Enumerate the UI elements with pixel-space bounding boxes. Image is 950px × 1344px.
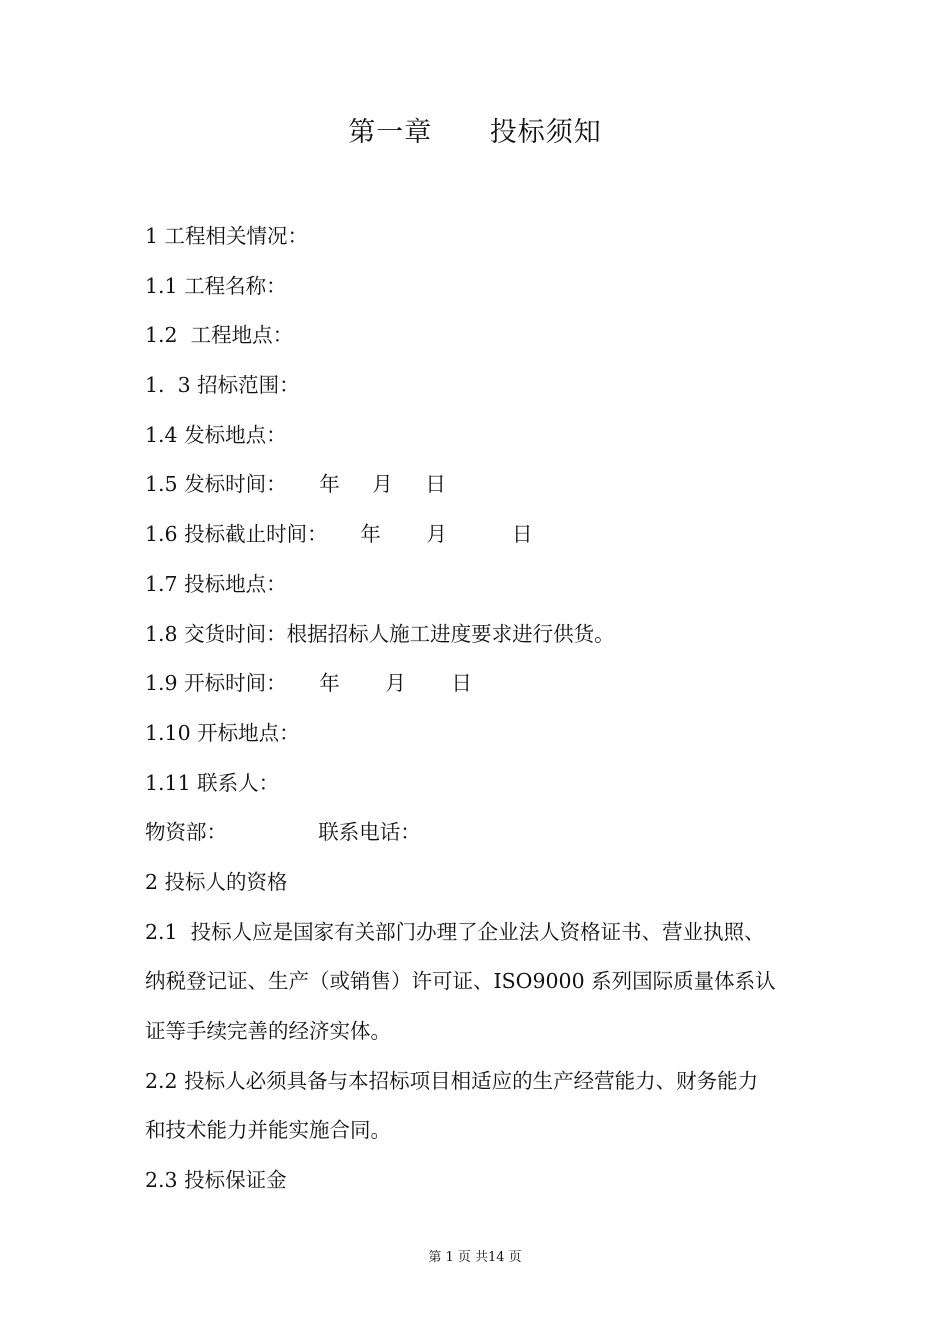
body-line: 1.9 开标时间： 年 月 日 (145, 671, 472, 696)
body-line: 1.2 工程地点： (145, 323, 294, 348)
body-line: 1.6 投标截止时间： 年 月 日 (145, 522, 533, 547)
body-line: 1.11 联系人： (145, 770, 280, 795)
page-footer: 第 1 页 共14 页 (428, 1250, 522, 1265)
body-line: 1.8 交货时间：根据招标人施工进度要求进行供货。 (145, 621, 615, 646)
chapter-title: 第一章 投标须知 (348, 117, 602, 148)
body-line: 2.2 投标人必须具备与本招标项目相适应的生产经营能力、财务能力 (145, 1068, 759, 1093)
body-line: 1.5 发标时间： 年 月 日 (145, 472, 446, 497)
body-line: 和技术能力并能实施合同。 (145, 1118, 391, 1143)
body-line: 1. 3 招标范围： (145, 373, 300, 398)
document-body (145, 218, 825, 1212)
body-line: 1.4 发标地点： (145, 422, 287, 447)
body-line: 2.3 投标保证金 (145, 1168, 287, 1193)
body-line: 1.7 投标地点： (145, 571, 287, 596)
body-line: 1.1 工程名称： (145, 273, 287, 298)
body-line: 1 工程相关情况： (145, 224, 309, 248)
body-line: 物资部： 联系电话： (145, 820, 421, 845)
body-line: 纳税登记证、生产（或销售）许可证、ISO9000 系列国际质量体系认 (145, 969, 776, 994)
body-line: 1.10 开标地点： (145, 720, 300, 745)
body-line: 2.1 投标人应是国家有关部门办理了企业法人资格证书、营业执照、 (145, 919, 765, 944)
body-line: 证等手续完善的经济实体。 (145, 1019, 391, 1043)
body-line: 2 投标人的资格 (145, 869, 288, 894)
